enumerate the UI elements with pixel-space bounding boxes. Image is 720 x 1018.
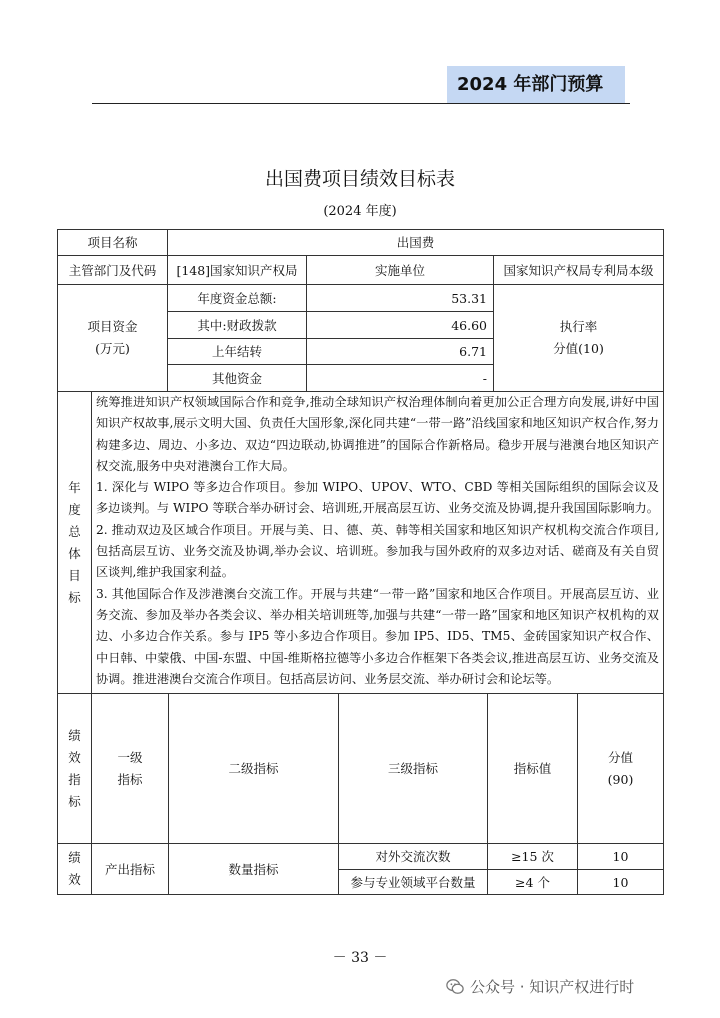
goal-paragraph: 2. 推动双边及区域合作项目。开展与美、日、德、英、韩等相关国家和地区知识产权机构交流合作项目,包括高层互访、业务交流及协调,举办会议、培训班。参加我与国外政府的双多边对话、磋商及有关自贸区谈判,维护我国家利益。 [96, 522, 659, 580]
score-header: 分值 (90) [577, 693, 664, 844]
funds-fiscal-value: 46.60 [306, 311, 494, 339]
funds-carryover-value: 6.71 [306, 338, 494, 365]
goal-paragraph: 3. 其他国际合作及涉港澳台交流工作。开展与共建“一带一路”国家和地区合作项目。开展高层互访、业务交流、参加及举办各类会议、举办相关培训班等,加强与共建“一带一路”国家和地区知识产权机构的双边、小多边合作关系。参与 IP5 等小多边合作项目。参加 IP5、ID5、TM5、金砖国家知识产权合作、中日韩、中蒙俄、中国-东盟、中国-维斯格拉德等小多边合作框架下各类会议,推进高层互访、业务交流及协调。推进港澳台交流合作项目。包括高层访问、业务层交流、举办研讨会和论坛等。 [96, 586, 659, 686]
page-subtitle: (2024 年度) [323, 204, 397, 219]
goal-paragraph: 1. 深化与 WIPO 等多边合作项目。参加 WIPO、UPOV、WTO、CBD 等相关国际组织的国际会议及多边谈判。与 WIPO 等联合举办研讨会、培训班,开展高层互访、业务交流及协调,提升我国国际影响力。 [96, 480, 659, 516]
level2-indicator-header: 二级指标 [168, 693, 339, 844]
funds-carryover-label: 上年结转 [167, 338, 307, 365]
header-rule [92, 103, 630, 104]
funds-other-value: - [306, 364, 494, 392]
funds-other-label: 其他资金 [167, 364, 307, 392]
annual-goal-text [91, 391, 664, 694]
wechat-icon [446, 978, 464, 996]
performance-side-label-continued: 绩 效 [57, 843, 92, 895]
funds-total-label: 年度资金总额: [167, 284, 307, 312]
impl-unit-value: 国家知识产权局专利局本级 [493, 255, 664, 285]
goal-paragraph: 统筹推进知识产权领域国际合作和竞争,推动全球知识产权治理体制向着更加公正合理方向发展,讲好中国知识产权故事,展示文明大国、负责任大国形象,深化同共建“一带一路”沿线国家和地区知识产权合作,努力构建多边、周边、小多边、双边“四边联动,协调推进”的国际合作新格局。稳步开展与港澳台地区知识产权交流,服务中央对港澳台工作大局。 [96, 395, 659, 473]
watermark [446, 976, 634, 997]
level1-indicator-header: 一级 指标 [91, 693, 169, 844]
funds-total-value: 53.31 [306, 284, 494, 312]
watermark-text: 公众号 · 知识产权进行时 [470, 978, 635, 996]
project-name-label: 项目名称 [57, 229, 168, 256]
indicator-value-header: 指标值 [487, 693, 578, 844]
indicator-value: ≥15 次 [487, 843, 578, 870]
impl-unit-label: 实施单位 [306, 255, 494, 285]
table-row: 对外交流次数 [338, 843, 488, 870]
quantity-indicator: 数量指标 [168, 843, 339, 895]
execution-rate-score: 执行率 分值(10) [493, 284, 664, 392]
indicator-score: 10 [577, 869, 664, 895]
performance-indicator-side-label: 绩 效 指 标 [57, 693, 92, 844]
dept-value: [148]国家知识产权局 [167, 255, 307, 285]
project-name-value: 出国费 [167, 229, 664, 256]
funds-label: 项目资金 (万元) [57, 284, 168, 392]
page-title: 出国费项目绩效目标表 [264, 168, 455, 190]
table-row: 参与专业领域平台数量 [338, 869, 488, 895]
output-indicator: 产出指标 [91, 843, 169, 895]
funds-fiscal-label: 其中:财政拨款 [167, 311, 307, 339]
indicator-score: 10 [577, 843, 664, 870]
year-budget-badge: 2024 年部门预算 [447, 66, 625, 104]
annual-goal-label: 年 度 总 体 目 标 [57, 391, 92, 694]
indicator-value: ≥4 个 [487, 869, 578, 895]
level3-indicator-header: 三级指标 [338, 693, 488, 844]
page-number: － 33 － [332, 950, 388, 966]
dept-label: 主管部门及代码 [57, 255, 168, 285]
